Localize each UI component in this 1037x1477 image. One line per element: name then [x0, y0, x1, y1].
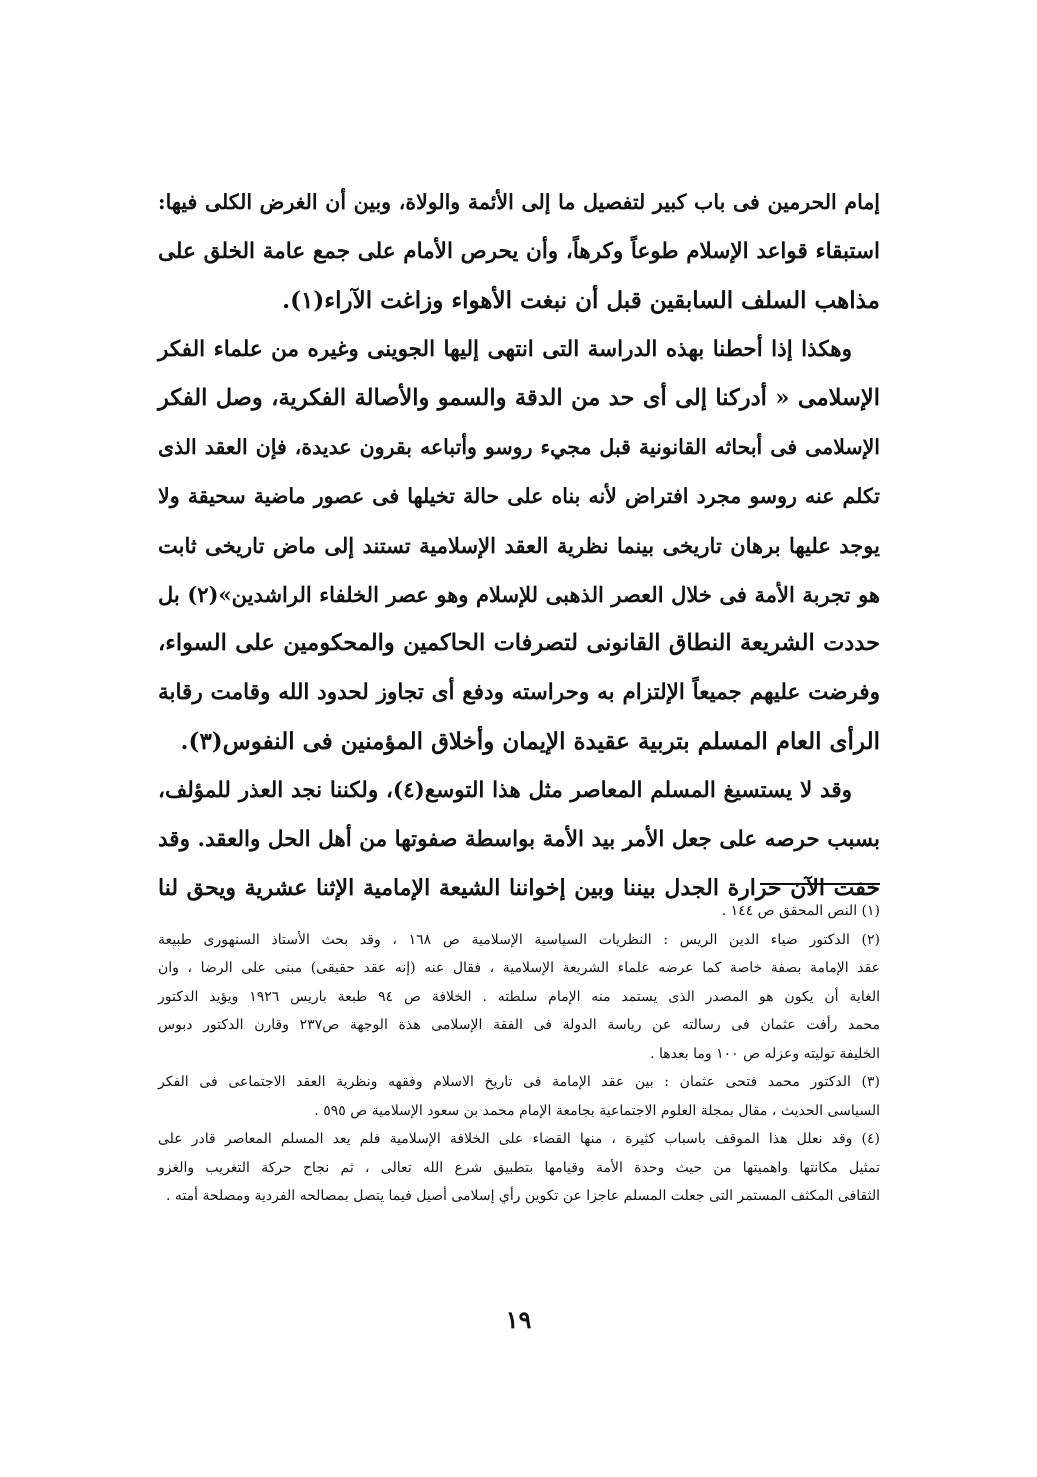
- body-line: الإسلامى « أدركنا إلى أى حد من الدقة والسمو والأصالة الفكرية، وصل الفكر: [158, 385, 880, 411]
- footnotes: [158, 897, 880, 1211]
- footnote-line: الثقافى المكثف المستمر التى جعلت المسلم عاجزا عن تكوين رأي إسلامى أصيل فيما يتصل بمصالحه الفردية ومصلحة أمته .: [166, 1188, 880, 1204]
- footnote-line: محمد رأفت عثمان فى رسالته عن رياسة الدولة فى الفقة الإسلامى هذة الوجهة ص٢٣٧ وقارن الدكتور دبوس: [158, 1017, 881, 1033]
- footnote-line: (٣) الدكتور محمد فتحى عثمان : بين عقد الإمامة فى تاريخ الاسلام وفقهه ونظرية العقد الاجتماعى فى الفكر: [158, 1074, 880, 1090]
- body-line: الإسلامى فى أبحاثه القانونية قبل مجيء روسو وأتباعه بقرون عديدة، فإن العقد الذى: [158, 435, 880, 459]
- footnote-separator: [760, 883, 880, 885]
- body-line: مذاهب السلف السابقين قبل أن نبغت الأهواء وزاغت الآراء(١).: [282, 287, 880, 314]
- footnote-line: الغاية أن يكون هو المصدر الذى يستمد منه الإمام سلطته . الخلافة ص ٩٤ طبعة باريس ١٩٢٦ ويؤيد الدكتور: [158, 988, 881, 1005]
- body-line: حددت الشريعة النطاق القانونى لتصرفات الحاكمين والمحكومين على السواء،: [158, 630, 880, 656]
- footnote-line: تمثيل مكانتها واهميتها من حيث وحدة الأمة وقيامها بتطبيق شرع الله تعالى ، ثم نجاح حركة التغريب والغزو: [158, 1159, 880, 1176]
- body-line: تكلم عنه روسو مجرد افتراض لأنه بناه على حالة تخيلها فى عصور ماضية سحيقة ولا: [158, 484, 880, 508]
- body-line: الرأى العام المسلم بتربية عقيدة الإيمان وأخلاق المؤمنين فى النفوس(٣).: [180, 728, 880, 755]
- page-number: ١٩: [505, 1305, 532, 1334]
- footnote-line: عقد الإمامة بصفة خاصة كما عرضه علماء الشريعة الإسلامية ، فقال عنه (إنه عقد حقيقى) مبنى على الرضا ، وان: [158, 960, 880, 976]
- footnote-line: (٢) الدكتور ضياء الدين الريس : النظريات السياسية الإسلامية ص ١٦٨ ، وقد بحث الأستاذ السنهورى طبيعة: [158, 931, 881, 948]
- footnote-line: (٤) وقد نعلل هذا الموقف باسباب كثيرة ، منها القضاء على الخلافة الإسلامية فلم يعد المسلم المعاصر قادر على: [158, 1131, 880, 1147]
- body-line: هو تجربة الأمة فى خلال العصر الذهبى للإسلام وهو عصر الخلفاء الراشدين»(٢) بل: [158, 582, 881, 607]
- body-line: خفت الآن حرارة الجدل بيننا وبين إخواننا الشيعة الإمامية الإثنا عشرية ويحق لنا: [158, 875, 880, 901]
- footnote-line: (١) النص المحقق ص ١٤٤ .: [721, 903, 880, 919]
- body-line: استبقاء قواعد الإسلام طوعاً وكرهاً، وأن يحرص الأمام على جمع عامة الخلق على: [158, 239, 880, 264]
- main-text: [158, 178, 880, 913]
- body-line: وهكذا إذا أحطنا بهذه الدراسة التى انتهى إليها الجوينى وغيره من علماء الفكر: [158, 337, 852, 362]
- body-line: بسبب حرصه على جعل الأمر بيد الأمة بواسطة صفوتها من أهل الحل والعقد. وقد: [158, 827, 880, 852]
- body-line: وفرضت عليهم جميعاً الإلتزام به وحراسته ودفع أى تجاوز لحدود الله وقامت رقابة: [158, 680, 880, 705]
- footnote-line: الخليفة توليته وعزله ص ١٠٠ وما بعدها .: [650, 1045, 880, 1062]
- body-line: إمام الحرمين فى باب كبير لتفصيل ما إلى الأئمة والولاة، وبين أن الغرض الكلى فيها:: [158, 190, 880, 214]
- footnote-line: السياسى الحديث ، مقال بمجلة العلوم الاجتماعية بجامعة الإمام محمد بن سعود الإسلامية ص ٥٩٥ .: [314, 1102, 880, 1119]
- body-line: يوجد عليها برهان تاريخى بينما نظرية العقد الإسلامية تستند إلى ماض تاريخى ثابت: [158, 533, 880, 558]
- body-line: وقد لا يستسيغ المسلم المعاصر مثل هذا التوسع(٤)، ولكننا نجد العذر للمؤلف،: [158, 778, 852, 803]
